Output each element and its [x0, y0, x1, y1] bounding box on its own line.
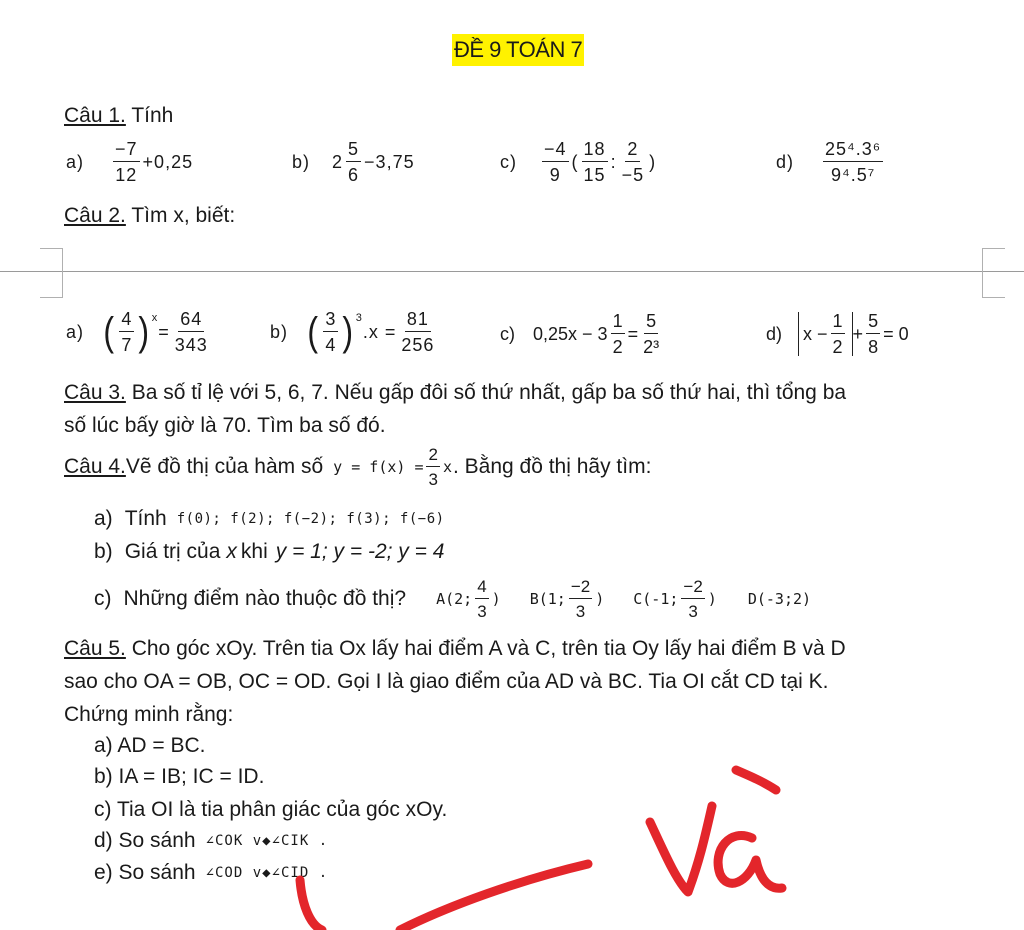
question-2-label: Câu 2. [64, 204, 126, 227]
q2-a-paren-open: ( [103, 310, 115, 354]
q2-d-n1: 1 [831, 312, 845, 334]
q5-e-math: ∠COD v◆∠CID . [205, 865, 329, 881]
q2-d-d1: 2 [832, 337, 843, 357]
q2-c-pre: 0,25x − 3 [533, 323, 608, 344]
q5-part-c: c) Tia OI là tia phân giác của góc xOy. [94, 798, 448, 821]
q2-c-d1: 2 [612, 337, 623, 357]
q1-b-rest: −3,75 [364, 151, 415, 172]
q2-c-eq: = [627, 323, 639, 344]
q4-pb-n: −2 [569, 578, 592, 599]
handwriting-stroke-v [650, 806, 712, 892]
q4-b-text: Giá trị của [124, 540, 221, 563]
q2-b-bd: 4 [325, 335, 337, 355]
q2-b-exp: 3 [355, 312, 363, 324]
question-5-text: Cho góc xOy. Trên tia Ox lấy hai điểm A và C, trên tia Oy lấy hai điểm B và D [125, 637, 846, 660]
q2-a-n: 64 [178, 310, 204, 332]
q1-b-whole: 2 [332, 151, 344, 172]
q2-d-plus: + [852, 323, 864, 344]
q2-d-n2: 5 [866, 312, 880, 334]
q5-part-b: b) IA = IB; IC = ID. [94, 765, 265, 788]
q4-after: . Bằng đồ thị hãy tìm: [452, 455, 652, 478]
question-5-line-2: sao cho OA = OB, OC = OD. Gọi I là giao điểm của AD và BC. Tia OI cắt CD tại K. [64, 670, 829, 693]
q2-c-label: c) [500, 323, 515, 344]
question-3-line-2: số lúc bấy giờ là 70. Tìm ba số đó. [64, 414, 386, 437]
q4-a-text: Tính [124, 507, 167, 530]
q1-c-close: ) [649, 151, 657, 172]
question-4-label: Câu 4. [64, 455, 126, 478]
q4-pa-close: ) [491, 590, 502, 608]
q1-a-label: a) [66, 151, 85, 172]
q2-d-eq: = 0 [883, 323, 909, 344]
q2-b-d: 256 [401, 335, 435, 355]
q1-d-label: d) [776, 151, 795, 172]
handwriting-stroke-line [400, 864, 588, 930]
q1-c-label: c) [500, 151, 517, 172]
q5-d-math: ∠COK v◆∠CIK . [205, 833, 329, 849]
q1-d-den: 9⁴.5⁷ [830, 165, 876, 185]
q2-a-d: 343 [174, 335, 208, 355]
q4-pc-close: ) [707, 590, 718, 608]
q2-a-bd: 7 [121, 335, 133, 355]
question-3-text: Ba số tỉ lệ với 5, 6, 7. Nếu gấp đôi số thứ nhất, gấp ba số thứ hai, thì tổng ba [125, 381, 847, 404]
q4-point-d: D(-3;2) [747, 590, 812, 608]
q5-d-text: d) So sánh [94, 829, 196, 852]
q4-function: y = f(x) = [333, 458, 424, 476]
q4-a-values: f(0); f(2); f(−2); f(3); f(−6) [176, 511, 445, 527]
q4-pb-d: 3 [575, 602, 586, 621]
q1-c-d2: 15 [583, 165, 606, 185]
q4-c-label: c) [94, 587, 112, 610]
q4-pa-n: 4 [475, 578, 488, 599]
q1-c-colon: : [610, 151, 617, 172]
q5-part-a: a) AD = BC. [94, 734, 206, 757]
q2-b-mid: .x = [362, 321, 397, 342]
q4-c-text: Những điểm nào thuộc đồ thị? [123, 587, 407, 610]
q4-fn-num: 2 [426, 446, 439, 467]
q4-pa-d: 3 [477, 602, 487, 621]
q2-d-x: x − [803, 323, 828, 344]
question-3-label: Câu 3. [64, 381, 126, 404]
handwriting-stroke-a [718, 836, 782, 889]
q2-c-d2: 2³ [643, 337, 660, 357]
q4-pc-n: −2 [681, 578, 704, 599]
q2-b-n: 81 [405, 310, 431, 332]
q4-point-b: B(1; [529, 590, 566, 608]
q1-b-num: 5 [346, 140, 361, 162]
question-1-label: Câu 1. [64, 104, 126, 127]
q4-pb-close: ) [595, 590, 606, 608]
handwriting-stroke-hook [300, 880, 322, 930]
q2-b-paren-open: ( [307, 310, 319, 354]
q4-point-c: C(-1; [633, 590, 679, 608]
q2-a-paren-close: ) [138, 310, 151, 354]
q4-b-values: y = 1; y = -2; y = 4 [275, 540, 445, 563]
q1-c-n1: −4 [542, 140, 569, 162]
q2-a-label: a) [66, 321, 85, 342]
q1-b-label: b) [292, 151, 311, 172]
q4-pc-d: 3 [688, 602, 698, 621]
q1-c-d1: 9 [549, 165, 561, 185]
q1-b-den: 6 [348, 165, 360, 185]
q1-c-open: ( [571, 151, 579, 172]
q1-c-n2: 18 [582, 140, 608, 162]
question-4-text: Vẽ đồ thị của hàm số [125, 455, 324, 478]
q1-a-den: 12 [115, 165, 138, 185]
question-5-label: Câu 5. [64, 637, 126, 660]
q4-a-label: a) [94, 507, 113, 530]
q4-b-khi: khi [240, 540, 268, 563]
q2-a-exp: x [151, 312, 159, 324]
q2-b-label: b) [270, 321, 289, 342]
handwriting-stroke-accent [736, 770, 776, 790]
q4-fn-den: 3 [428, 470, 438, 489]
q2-d-d2: 8 [868, 337, 879, 357]
q2-c-n1: 1 [611, 312, 625, 334]
question-5-line-3: Chứng minh rằng: [64, 703, 234, 726]
q4-b-label: b) [94, 540, 113, 563]
q2-d-label: d) [766, 323, 783, 344]
q1-c-n3: 2 [625, 140, 640, 162]
question-1-text: Tính [125, 104, 174, 127]
q1-a-num: −7 [113, 140, 140, 162]
page-title: ĐỀ 9 TOÁN 7 [452, 34, 584, 66]
q1-a-rest: +0,25 [142, 151, 194, 172]
question-2-text: Tìm x, biết: [125, 204, 236, 227]
q5-e-text: e) So sánh [94, 861, 196, 884]
q2-a-eq: = [158, 321, 170, 342]
q2-a-bn: 4 [119, 310, 134, 332]
q4-fn-x: x [442, 458, 453, 476]
q1-c-d3: −5 [621, 165, 645, 185]
q2-b-paren-close: ) [342, 310, 355, 354]
q2-b-bn: 3 [323, 310, 338, 332]
q2-c-n2: 5 [644, 312, 658, 334]
q4-b-x: x [226, 540, 237, 563]
q1-d-num: 25⁴.3⁶ [823, 140, 883, 162]
q4-point-a: A(2; [436, 590, 473, 608]
